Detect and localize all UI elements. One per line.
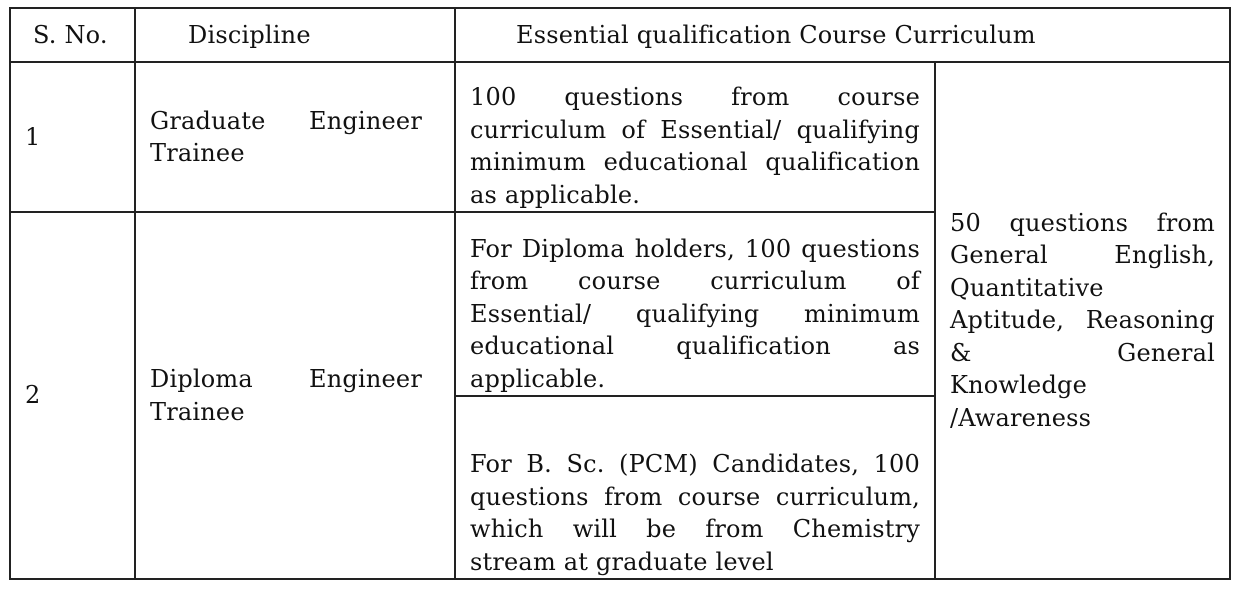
row-2-curriculum-bsc: For B. Sc. (PCM) Candidates, 100 questions from course curriculum, which will be from Chemistry stream at graduate level <box>455 396 935 579</box>
row-2-curriculum-diploma: For Diploma holders, 100 questions from course curriculum of Essential/ qualifying minimum educational qualification as applicable. <box>455 212 935 396</box>
curriculum-table <box>9 7 1231 580</box>
row-1-s-no: 1 <box>10 62 135 212</box>
row-1-curriculum: 100 questions from course curriculum of Essential/ qualifying minimum educational qualification as applicable. <box>455 62 935 212</box>
header-discipline: Discipline <box>135 8 455 62</box>
common-section-cell: 50 questions from General English, Quantitative Aptitude, Reasoning & General Knowledge /Awareness <box>935 62 1230 579</box>
header-curriculum: Essential qualification Course Curriculum <box>455 8 1230 62</box>
table-row <box>10 62 1230 212</box>
header-row <box>10 8 1230 62</box>
row-2-s-no: 2 <box>10 212 135 579</box>
header-s-no: S. No. <box>10 8 135 62</box>
row-2-discipline: Diploma Engineer Trainee <box>135 212 455 579</box>
row-1-discipline: Graduate Engineer Trainee <box>135 62 455 212</box>
